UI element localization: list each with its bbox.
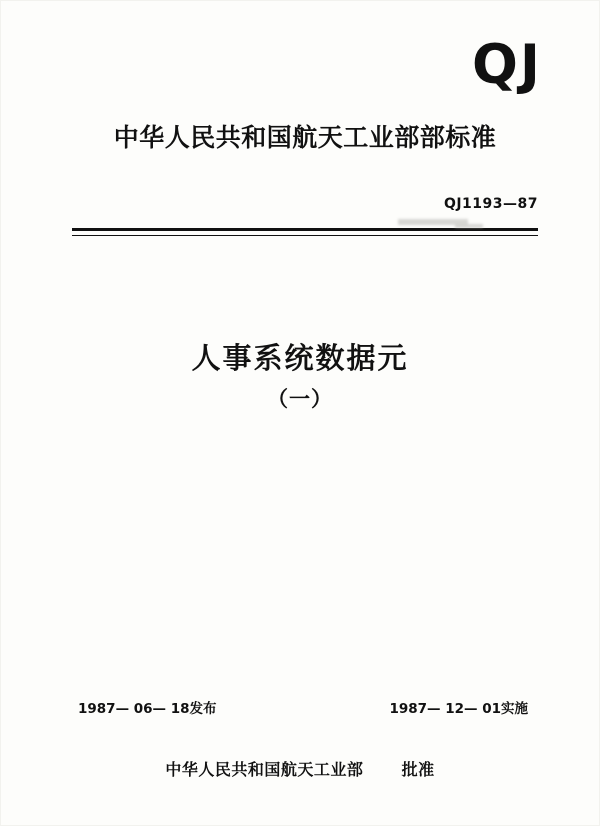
approver-organization: 中华人民共和国航天工业部	[165, 760, 364, 779]
standard-number: QJ1193—87	[443, 196, 538, 212]
page-subtitle: （一）	[267, 387, 333, 411]
ministry-standard-title: 中华人民共和国航天工业部部标准	[113, 123, 497, 152]
qj-logo: QJ	[472, 33, 542, 96]
approver-label: 批准	[401, 760, 435, 779]
header-rule-thick	[72, 228, 538, 231]
dates-row	[72, 697, 538, 717]
page-title: 人事系统数据元	[191, 341, 409, 375]
header-rule-thin	[72, 235, 538, 236]
approver-line	[0, 757, 600, 780]
scan-smudge-artifact-secondary	[455, 224, 483, 228]
effective-date: 1987— 12— 01实施	[389, 701, 528, 717]
issue-date: 1987— 06— 18发布	[78, 701, 217, 717]
